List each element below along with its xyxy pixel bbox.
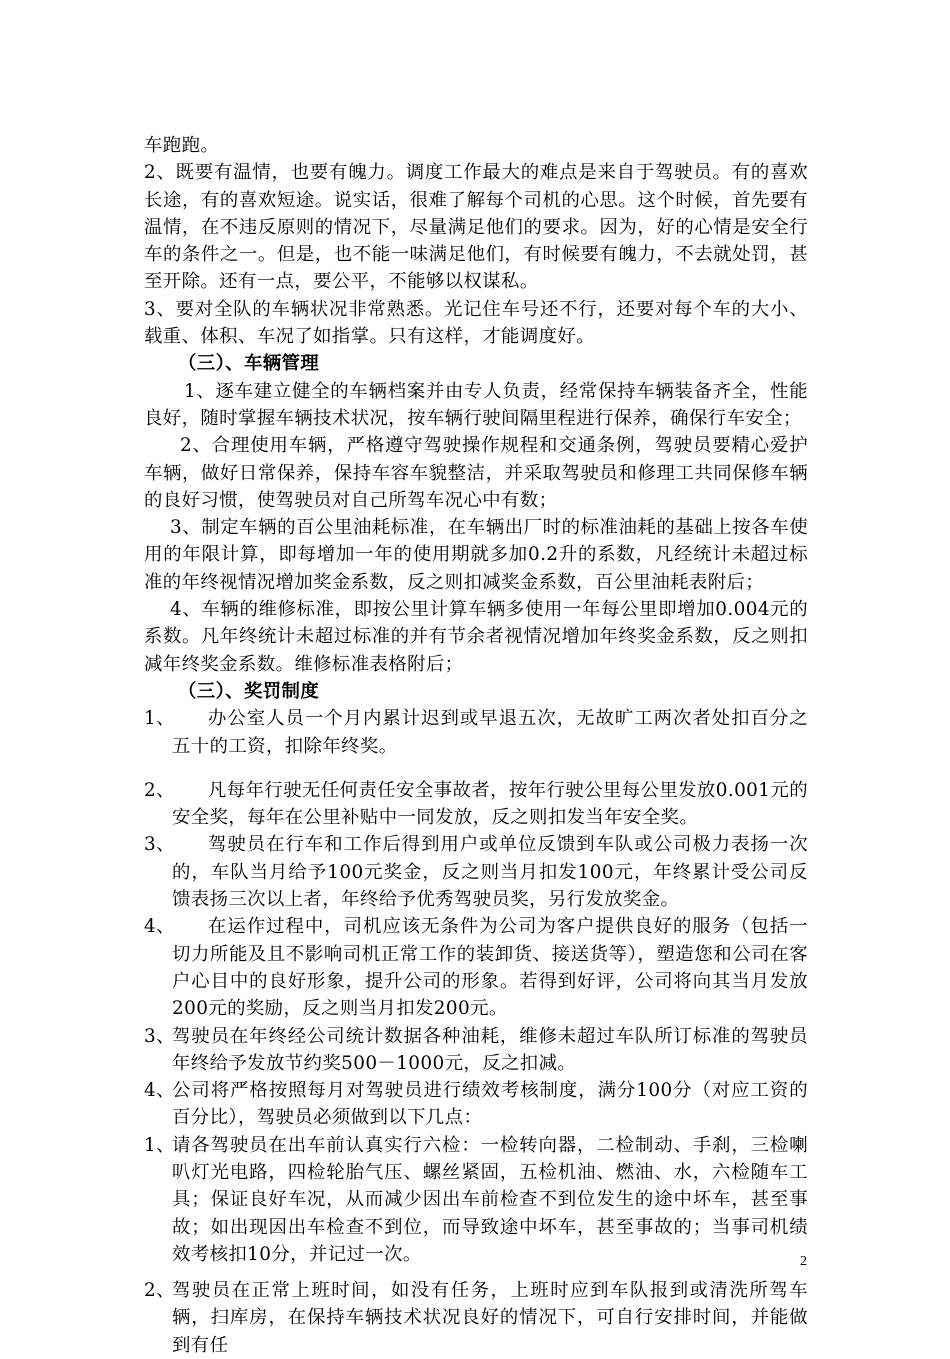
reward-item xyxy=(144,1277,808,1359)
document-body xyxy=(144,132,808,1359)
item-number: 3、 xyxy=(144,1025,175,1047)
item-number: 4、 xyxy=(144,1080,175,1102)
item-number: 1、 xyxy=(144,708,175,730)
item-number: 3、 xyxy=(144,834,175,856)
item-text: 办公室人员一个月内累计迟到或早退五次，无故旷工两次者处扣百分之五十的工资，扣除年终奖。 xyxy=(172,708,808,757)
reward-item xyxy=(144,1132,808,1268)
paragraph: 3、要对全队的车辆状况非常熟悉。光记住车号还不行，还要对每个车的大小、载重、体积、车况了如指掌。只有这样，才能调度好。 xyxy=(144,298,808,348)
reward-item xyxy=(144,831,808,913)
page-number: 2 xyxy=(800,1254,807,1269)
section-heading-rewards: （三）、奖罚制度 xyxy=(178,680,320,702)
item-text: 驾驶员在年终经公司统计数据各种油耗，维修未超过车队所订标准的驾驶员年终给予发放节约奖500－1000元，反之扣减。 xyxy=(172,1025,808,1074)
vehicle-item: 3、制定车辆的百公里油耗标准，在车辆出厂时的标准油耗的基础上按各车使用的年限计算，即每增加一年的使用期就多加0.2升的系数，凡经统计未超过标准的年终视情况增加奖金系数，反之则扣减奖金系数，百公里油耗表附后； xyxy=(144,517,808,593)
reward-item xyxy=(144,705,808,760)
item-number: 4、 xyxy=(144,916,175,938)
reward-item xyxy=(144,913,808,1022)
item-text: 凡每年行驶无任何责任安全事故者，按年行驶公里每公里发放0.001元的安全奖，每年在公里补贴中一同发放，反之则扣发当年安全奖。 xyxy=(172,779,808,829)
paragraph: 车跑跑。 xyxy=(144,135,220,156)
section-heading-vehicle: （三）、车辆管理 xyxy=(178,353,320,375)
item-text: 驾驶员在行车和工作后得到用户或单位反馈到车队或公司极力表扬一次的，车队当月给予100元奖金，反之则当月扣发100元，年终累计受公司反馈表扬三次以上者，年终给予优秀驾驶员奖，另行发放奖金。 xyxy=(172,834,808,911)
item-number: 1、 xyxy=(144,1134,175,1156)
vehicle-item: 1、逐车建立健全的车辆档案并由专人负责，经常保持车辆装备齐全，性能良好，随时掌握车辆技术状况，按车辆行驶间隔里程进行保养，确保行车安全； xyxy=(144,380,808,429)
item-number: 2、 xyxy=(144,779,175,801)
paragraph: 2、既要有温情，也要有魄力。调度工作最大的难点是来自于驾驶员。有的喜欢长途，有的喜欢短途。说实话，很难了解每个司机的心思。这个时候，首先要有温情，在不违反原则的情况下，尽量满足他们的要求。因为，好的心情是安全行车的条件之一。但是，也不能一味满足他们，有时候要有魄力，不去就处罚，甚至开除。还有一点，要公平，不能够以权谋私。 xyxy=(144,162,808,293)
reward-item xyxy=(144,1023,808,1078)
vehicle-item: 4、车辆的维修标准，即按公里计算车辆多使用一年每公里即增加0.004元的系数。凡年终统计未超过标准的并有节余者视情况增加年终奖金系数，反之则扣减年终奖金系数。维修标准表格附后； xyxy=(144,599,808,675)
item-text: 驾驶员在正常上班时间，如没有任务，上班时应到车队报到或清洗所驾车辆，扫库房，在保持车辆技术状况良好的情况下，可自行安排时间，并能做到有任 xyxy=(172,1280,808,1356)
vehicle-item: 2、合理使用车辆，严格遵守驾驶操作规程和交通条例，驾驶员要精心爱护车辆，做好日常保养，保持车容车貌整洁，并采取驾驶员和修理工共同保修车辆的良好习惯，使驾驶员对自己所驾车况心中有数； xyxy=(144,435,808,511)
item-number: 2、 xyxy=(144,1280,175,1302)
item-text: 请各驾驶员在出车前认真实行六检：一检转向器，二检制动、手刹，三检喇叭灯光电路，四检轮胎气压、螺丝紧固，五检机油、燃油、水，六检随车工具；保证良好车况，从而减少因出车前检查不到位发生的途中坏车，甚至事故；如出现因出车检查不到位，而导致途中坏车，甚至事故的；当事司机绩效考核扣10分，并记过一次。 xyxy=(172,1134,808,1265)
reward-item xyxy=(144,1077,808,1132)
reward-item xyxy=(144,777,808,832)
item-text: 在运作过程中，司机应该无条件为公司为客户提供良好的服务（包括一切力所能及且不影响司机正常工作的装卸货、接送货等），塑造您和公司在客户心目中的良好形象，提升公司的形象。若得到好评，公司将向其当月发放200元的奖励，反之则当月扣发200元。 xyxy=(172,916,808,1020)
item-text: 公司将严格按照每月对驾驶员进行绩效考核制度，满分100分（对应工资的百分比），驾驶员必须做到以下几点： xyxy=(172,1080,808,1129)
